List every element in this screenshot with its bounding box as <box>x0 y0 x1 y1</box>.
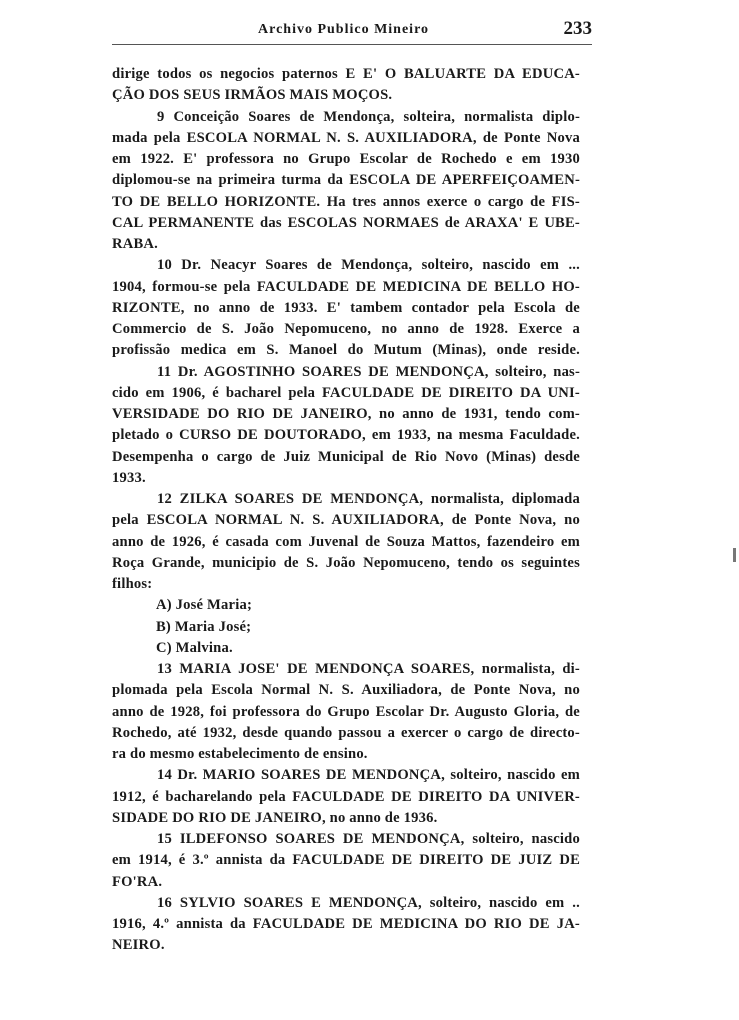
text-line: diplomou-se na primeira turma da ESCOLA DE APERFEIÇOAMEN- <box>112 172 580 189</box>
text-line: FO'RA. <box>112 873 163 890</box>
text-line: mada pela ESCOLA NORMAL N. S. AUXILIADORA, de Ponte Nova <box>112 129 580 146</box>
text-line: em 1922. E' professora no Grupo Escolar de Rochedo e em 1930 <box>112 151 580 167</box>
text-line: dirige todos os negocios paternos E E' O BALUARTE DA EDUCA- <box>112 66 580 82</box>
list-item: C) Malvina. <box>156 639 233 656</box>
page-number: 233 <box>563 18 592 39</box>
text-line: anno de 1928, foi professora do Grupo Escolar Dr. Augusto Gloria, de <box>112 703 580 720</box>
text-line: anno de 1926, é casada com Juvenal de Souza Mattos, fazendeiro em <box>112 533 580 550</box>
text-line: em 1914, é 3.º annista da FACULDADE DE DIREITO DE JUIZ DE <box>112 852 580 869</box>
text-line: Commercio de S. João Nepomuceno, no anno de 1928. Exerce a <box>112 321 580 337</box>
text-line: plomada pela Escola Normal N. S. Auxiliadora, de Ponte Nova, no <box>112 682 580 699</box>
text-line: 1916, 4.º annista da FACULDADE DE MEDICINA DO RIO DE JA- <box>112 916 580 932</box>
text-line: 12 ZILKA SOARES DE MENDONÇA, normalista, diplomada <box>157 491 580 507</box>
text-line: Roça Grande, municipio de S. João Nepomuceno, tendo os seguintes <box>112 554 580 571</box>
text-line: pletado o CURSO DE DOUTORADO, em 1933, na mesma Faculdade. <box>112 427 580 444</box>
text-line: ra do mesmo estabelecimento de ensino. <box>112 746 368 762</box>
text-line: 14 Dr. MARIO SOARES DE MENDONÇA, solteiro, nascido em <box>157 767 580 784</box>
text-line: NEIRO. <box>112 937 165 954</box>
text-line: RABA. <box>112 236 158 252</box>
text-line: ÇÃO DOS SEUS IRMÃOS MAIS MOÇOS. <box>112 87 393 104</box>
text-line: CAL PERMANENTE das ESCOLAS NORMAES de ARAXA' E UBE- <box>112 214 580 231</box>
text-line: 13 MARIA JOSE' DE MENDONÇA SOARES, normalista, di- <box>157 661 580 677</box>
running-header <box>112 18 592 46</box>
text-line: SIDADE DO RIO DE JANEIRO, no anno de 1936. <box>112 809 438 826</box>
text-line: RIZONTE, no anno de 1933. E' tambem contador pela Escola de <box>112 299 580 316</box>
text-line: 11 Dr. AGOSTINHO SOARES DE MENDONÇA, solteiro, nas- <box>157 363 580 380</box>
text-line: cido em 1906, é bacharel pela FACULDADE DE DIREITO DA UNI- <box>112 384 580 401</box>
header-rule <box>112 44 592 45</box>
text-line: 9 Conceição Soares de Mendonça, solteira, normalista diplo- <box>157 108 580 125</box>
header-title: Archivo Publico Mineiro <box>258 22 430 37</box>
text-line: 1912, é bacharelando pela FACULDADE DE DIREITO DA UNIVER- <box>112 788 580 805</box>
text-line: 16 SYLVIO SOARES E MENDONÇA, solteiro, nascido em .. <box>157 894 580 911</box>
text-line: 10 Dr. Neacyr Soares de Mendonça, solteiro, nascido em ... <box>157 257 580 274</box>
text-line: TO DE BELLO HORIZONTE. Ha tres annos exerce o cargo de FIS- <box>112 193 580 210</box>
text-line: pela ESCOLA NORMAL N. S. AUXILIADORA, de Ponte Nova, no <box>112 512 580 529</box>
list-item: B) Maria José; <box>156 618 252 635</box>
text-line: 15 ILDEFONSO SOARES DE MENDONÇA, solteiro, nascido <box>157 831 580 847</box>
text-line: VERSIDADE DO RIO DE JANEIRO, no anno de 1931, tendo com- <box>112 406 580 422</box>
body-text <box>112 64 580 957</box>
scan-mark <box>733 548 736 562</box>
list-item: A) José Maria; <box>156 597 253 614</box>
text-line: profissão medica em S. Manoel do Mutum (Minas), onde reside. <box>112 342 580 359</box>
text-line: filhos: <box>112 576 153 592</box>
text-line: Desempenha o cargo de Juiz Municipal de Rio Novo (Minas) desde <box>112 448 580 465</box>
text-line: 1933. <box>112 469 146 486</box>
text-line: 1904, formou-se pela FACULDADE DE MEDICINA DE BELLO HO- <box>112 278 580 295</box>
text-line: Rochedo, até 1932, desde quando passou a exercer o cargo de directo- <box>112 724 580 741</box>
